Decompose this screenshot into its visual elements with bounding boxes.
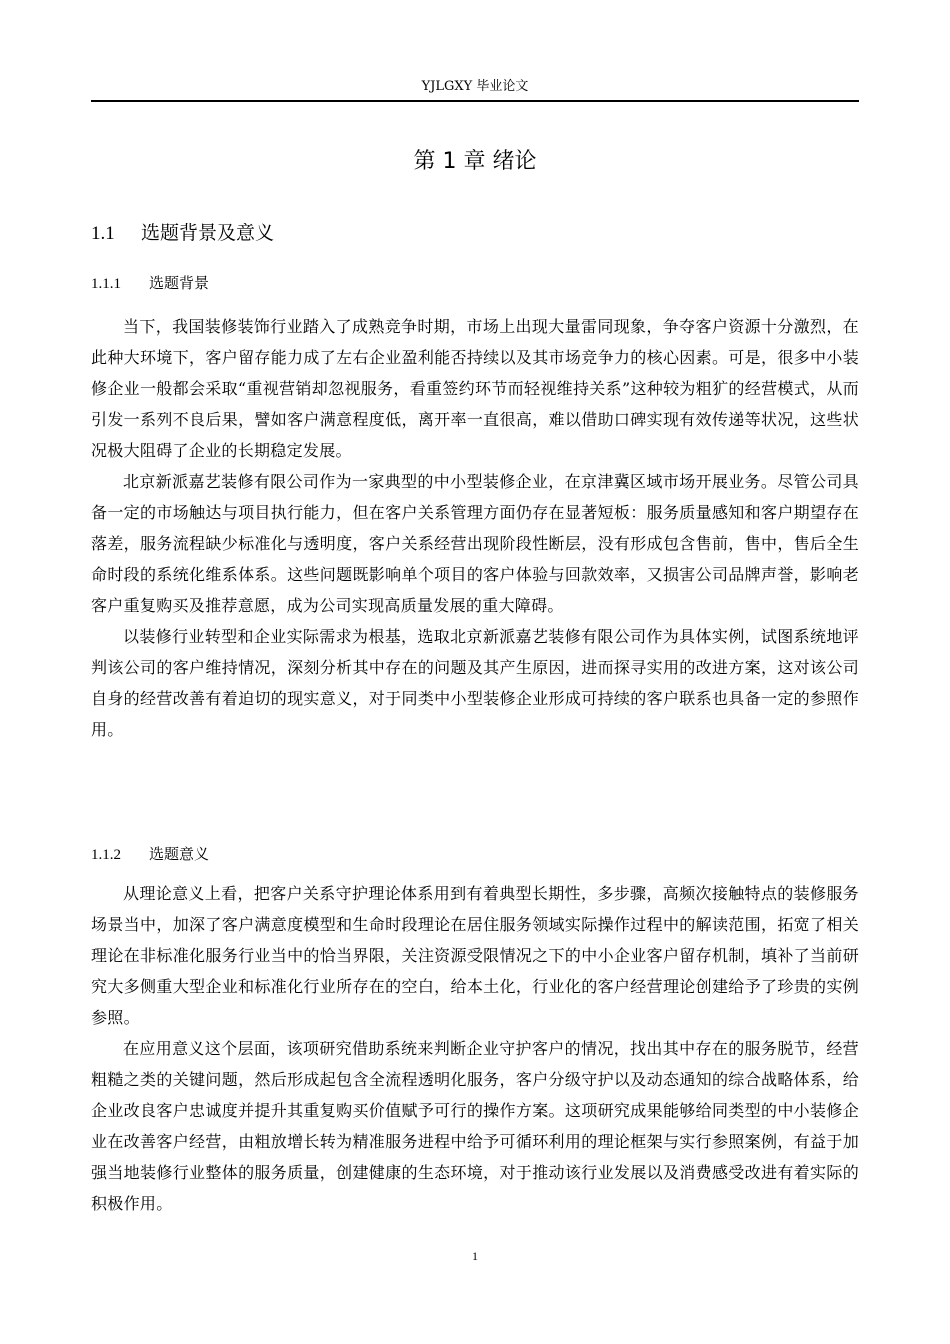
running-header: YJLGXY 毕业论文: [421, 79, 529, 94]
body-block-background: [91, 311, 859, 745]
section-number: 1.1: [91, 223, 115, 244]
subsection-heading-1-1-2: [91, 842, 209, 867]
subsection-title: 选题意义: [149, 845, 210, 863]
subsection-heading-1-1-1: [91, 271, 209, 296]
body-block-significance: [91, 878, 859, 1219]
subsection-number: 1.1.2: [91, 847, 121, 863]
paragraph: 当下，我国装修装饰行业踏入了成熟竞争时期，市场上出现大量雷同现象，争夺客户资源十分激烈，在此种大环境下，客户留存能力成了左右企业盈利能否持续以及其市场竞争力的核心因素。可是，很多中小装修企业一般都会采取“重视营销却忽视服务，看重签约环节而轻视维持关系”这种较为粗犷的经营模式，从而引发一系列不良后果，譬如客户满意程度低，离开率一直很高，难以借助口碑实现有效传递等状况，这些状况极大阻碍了企业的长期稳定发展。: [91, 317, 859, 460]
paragraph: 北京新派嘉艺装修有限公司作为一家典型的中小型装修企业，在京津冀区域市场开展业务。尽管公司具备一定的市场触达与项目执行能力，但在客户关系管理方面仍存在显著短板：服务质量感知和客户期望存在落差，服务流程缺少标准化与透明度，客户关系经营出现阶段性断层，没有形成包含售前，售中，售后全生命时段的系统化维系体系。这些问题既影响单个项目的客户体验与回款效率，又损害公司品牌声誉，影响老客户重复购买及推荐意愿，成为公司实现高质量发展的重大障碍。: [91, 472, 859, 615]
section-title: 选题背景及意义: [141, 222, 275, 244]
subsection-number: 1.1.1: [91, 276, 121, 292]
section-heading-1-1: [91, 219, 274, 248]
header-rule: [91, 100, 859, 102]
paragraph: 在应用意义这个层面，该项研究借助系统来判断企业守护客户的情况，找出其中存在的服务脱节，经营粗糙之类的关键问题，然后形成起包含全流程透明化服务，客户分级守护以及动态通知的综合战略体系，给企业改良客户忠诚度并提升其重复购买价值赋予可行的操作方案。这项研究成果能够给同类型的中小装修企业在改善客户经营，由粗放增长转为精准服务进程中给予可循环利用的理论框架与实行参照案例，有益于加强当地装修行业整体的服务质量，创建健康的生态环境，对于推动该行业发展以及消费感受改进有着实际的积极作用。: [91, 1039, 859, 1213]
chapter-title: 第 1 章 绪论: [413, 149, 537, 174]
paragraph: 从理论意义上看，把客户关系守护理论体系用到有着典型长期性，多步骤，高频次接触特点的装修服务场景当中，加深了客户满意度模型和生命时段理论在居住服务领域实际操作过程中的解读范围，拓宽了相关理论在非标准化服务行业当中的恰当界限，关注资源受限情况之下的中小企业客户留存机制，填补了当前研究大多侧重大型企业和标准化行业所存在的空白，给本土化，行业化的客户经营理论创建给予了珍贵的实例参照。: [91, 884, 859, 1027]
paragraph: 以装修行业转型和企业实际需求为根基，选取北京新派嘉艺装修有限公司作为具体实例，试图系统地评判该公司的客户维持情况，深刻分析其中存在的问题及其产生原因，进而探寻实用的改进方案，这对该公司自身的经营改善有着迫切的现实意义，对于同类中小型装修企业形成可持续的客户联系也具备一定的参照作用。: [91, 627, 859, 739]
page-number: 1: [472, 1249, 478, 1263]
subsection-title: 选题背景: [149, 274, 210, 292]
